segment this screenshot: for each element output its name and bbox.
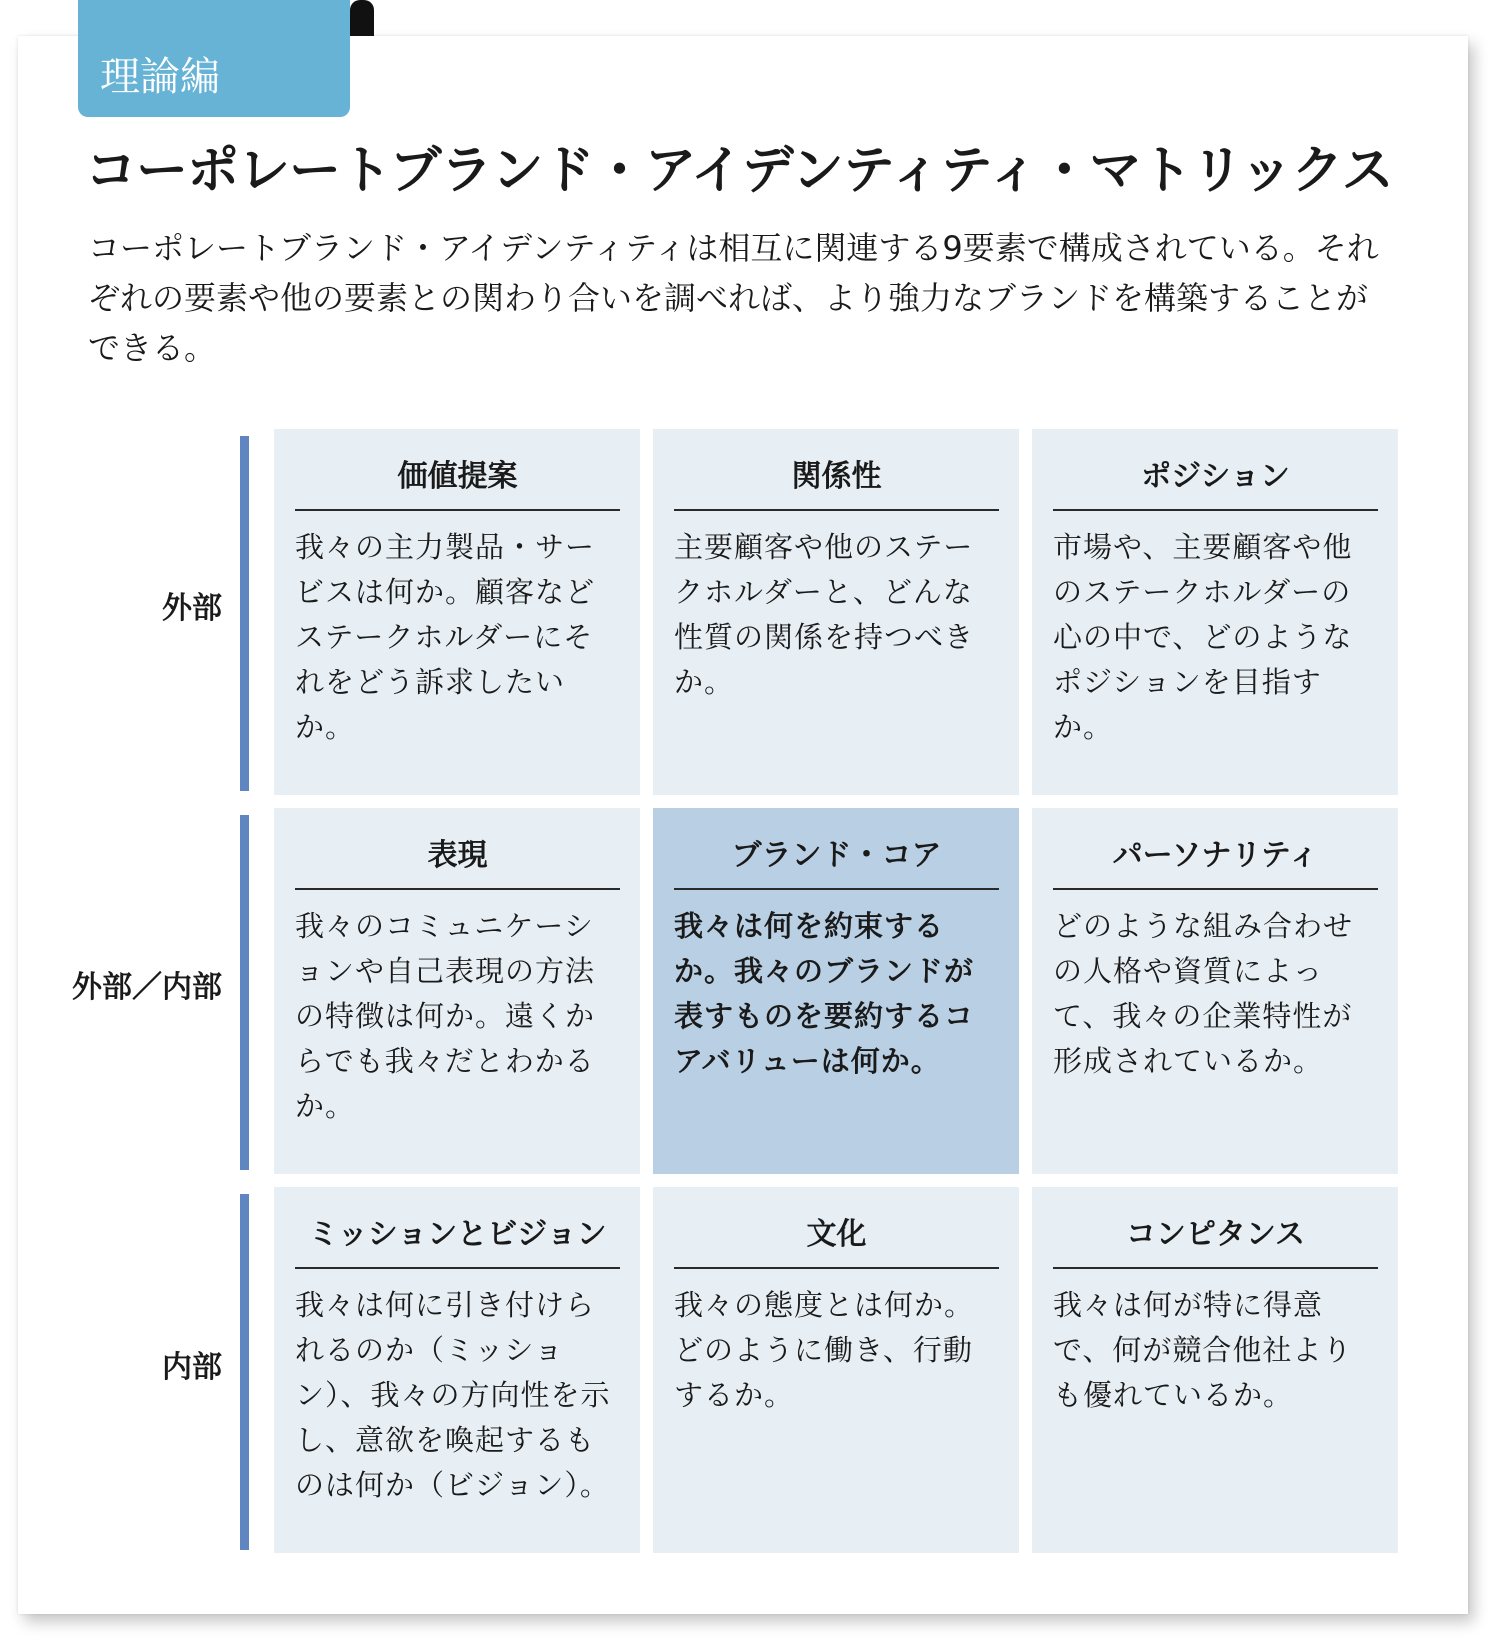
cell-title: ポジション (1053, 457, 1378, 511)
tab-notch (350, 0, 374, 36)
row-bar-external (240, 436, 249, 791)
cell-brand-core (653, 808, 1019, 1174)
cell-text: 市場や、主要顧客や他のステークホルダーの心の中で、どのようなポジションを目指すか。 (1053, 530, 1353, 744)
lead-text: コーポレートブランド・アイデンティティは相互に関連する9要素で構成されている。それぞれの要素や他の要素との関わり合いを調べれば、より強力なブランドを構築することができる。 (88, 229, 1379, 367)
cell-title: 文化 (674, 1215, 999, 1269)
row-label-external-internal: 外部／内部 (72, 970, 222, 1005)
row-bar-external-internal (240, 815, 249, 1170)
cell-text: 我々は何を約束するか。我々のブランドが表すものを要約するコアバリューは何か。 (674, 909, 975, 1078)
cell-position (1032, 429, 1398, 795)
cell-mission-vision (274, 1187, 640, 1553)
cell-title: コンピタンス (1053, 1215, 1378, 1269)
cell-text: どのような組み合わせの人格や資質によって、我々の企業特性が形成されているか。 (1053, 909, 1354, 1078)
cell-relationships (653, 429, 1019, 795)
cell-expression (274, 808, 640, 1174)
cell-title: 関係性 (674, 457, 999, 511)
cell-title: 価値提案 (295, 457, 620, 511)
row-label-internal: 内部 (162, 1350, 222, 1385)
cell-text: 我々の態度とは何か。どのように働き、行動するか。 (674, 1288, 975, 1412)
row-label-external: 外部 (162, 591, 222, 626)
cell-title: パーソナリティ (1053, 836, 1378, 890)
cell-culture (653, 1187, 1019, 1553)
page-title: コーポレートブランド・アイデンティティ・マトリックス (85, 141, 1393, 201)
cell-title: 表現 (295, 836, 620, 890)
cell-text: 我々の主力製品・サービスは何か。顧客などステークホルダーにそれをどう訴求したいか。 (295, 530, 596, 744)
cell-title: ブランド・コア (674, 836, 999, 890)
cell-text: 我々のコミュニケーションや自己表現の方法の特徴は何か。遠くからでも我々だとわかるか。 (295, 909, 596, 1123)
section-tag: 理論編 (78, 0, 350, 117)
cell-competences (1032, 1187, 1398, 1553)
cell-title: ミッションとビジョン (295, 1215, 620, 1269)
cell-text: 我々は何に引き付けられるのか（ミッション）、我々の方向性を示し、意欲を喚起するものは何か（ビジョン）。 (295, 1288, 611, 1502)
row-bar-internal (240, 1194, 249, 1550)
cell-text: 我々は何が特に得意で、何が競合他社よりも優れているか。 (1053, 1288, 1353, 1412)
cell-text: 主要顧客や他のステークホルダーと、どんな性質の関係を持つべきか。 (674, 530, 975, 699)
cell-personality (1032, 808, 1398, 1174)
cell-value-proposition (274, 429, 640, 795)
